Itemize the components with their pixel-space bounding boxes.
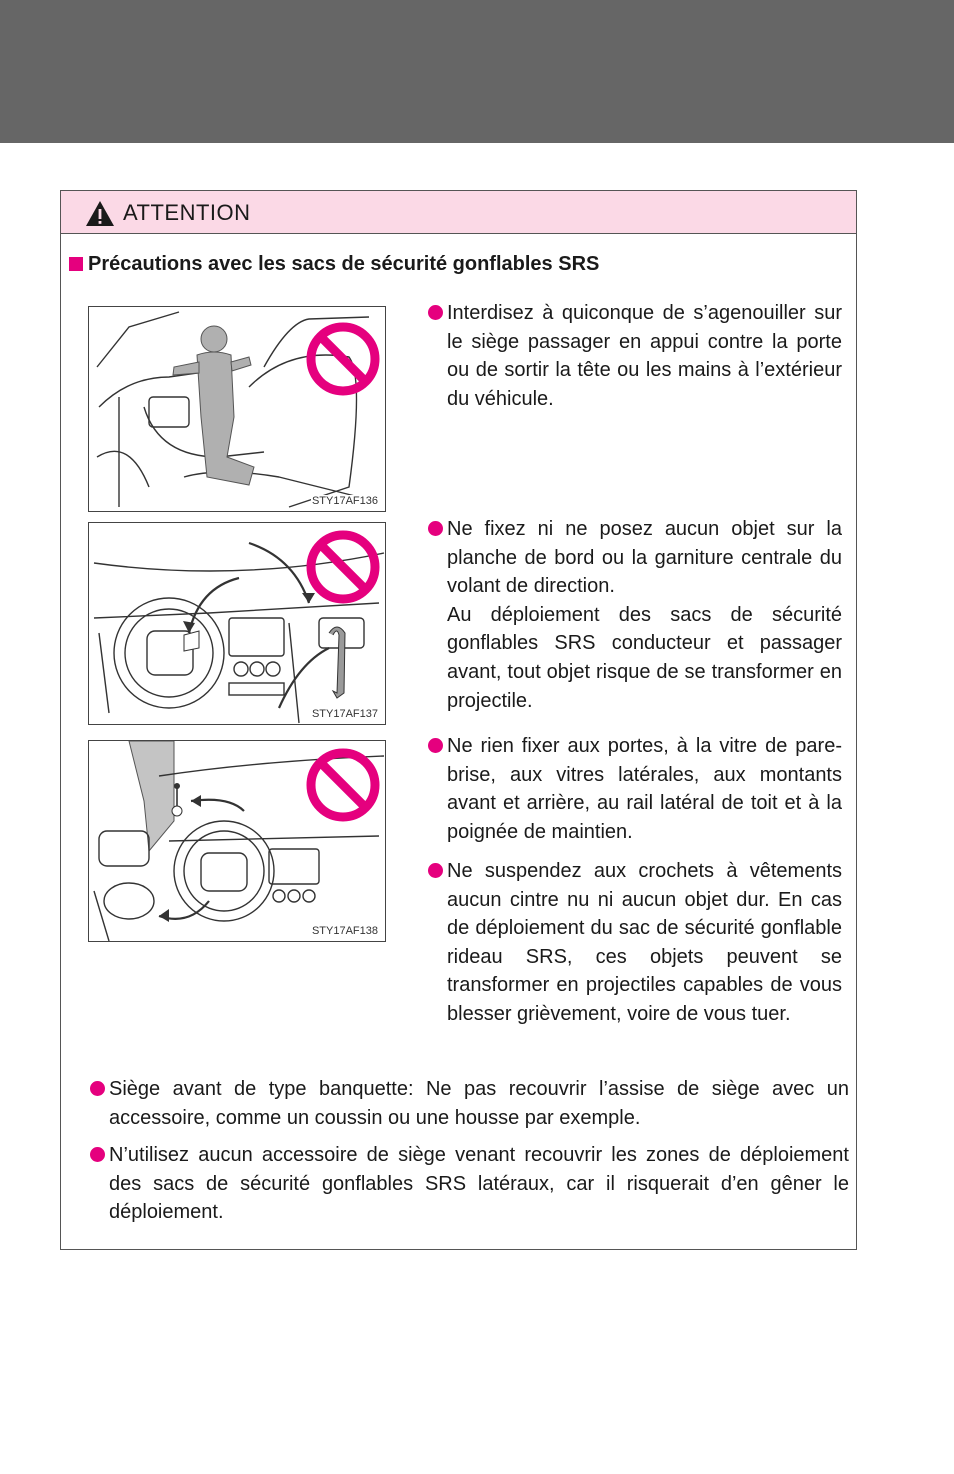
- attention-header: [61, 191, 856, 234]
- attention-title: ATTENTION: [123, 200, 251, 225]
- item-text: Interdisez à quiconque de s’agenouiller sur le siège passager en appui contre la porte ou de sortir la tête ou les mains à l’extérieur du véhicule.: [447, 302, 842, 410]
- list-item: [109, 1075, 849, 1132]
- figure-dashboard-objects: [88, 522, 386, 725]
- figure-id: STY17AF138: [311, 925, 378, 937]
- page-header-band: [0, 0, 954, 143]
- section-square-icon: [69, 257, 83, 271]
- prohibited-icon: [303, 745, 383, 825]
- figure-id: STY17AF136: [311, 495, 378, 507]
- list-item: [109, 1141, 849, 1227]
- list-item: [447, 299, 842, 413]
- item-text: Ne suspendez aux crochets à vêtements aucun cintre nu ni aucun objet dur. En cas de déploiement du sac de sécurité gonflable rideau SRS, ces objets peuvent se transformer en projectiles capables de vous blesser grièvement, voire de vous tuer.: [447, 860, 842, 1025]
- attention-box: [60, 190, 857, 1250]
- list-item: [447, 732, 842, 846]
- bullet-icon: [428, 305, 443, 320]
- figure-kneeling-passenger: [88, 306, 386, 512]
- figure-id: STY17AF137: [311, 708, 378, 720]
- list-item: [447, 515, 842, 715]
- bullet-icon: [428, 521, 443, 536]
- section-title-text: Précautions avec les sacs de sécurité gonflables SRS: [88, 253, 600, 275]
- bullet-icon: [428, 738, 443, 753]
- figure-pillar-hooks: [88, 740, 386, 942]
- bullet-icon: [90, 1081, 105, 1096]
- section-title: [69, 253, 599, 276]
- item-text: N’utilisez aucun accessoire de siège venant recouvrir les zones de déploiement des sacs de sécurité gonflables SRS latéraux, car il risquerait d’en gêner le déploiement.: [109, 1144, 849, 1224]
- bullet-icon: [90, 1147, 105, 1162]
- list-item: [447, 857, 842, 1029]
- item-text: Ne fixez ni ne posez aucun objet sur la planche de bord ou la garniture centrale du volant de direction.: [447, 518, 842, 598]
- warning-triangle-icon: [85, 200, 115, 227]
- prohibited-icon: [303, 527, 383, 607]
- bullet-icon: [428, 863, 443, 878]
- item-text: Ne rien fixer aux portes, à la vitre de pare-brise, aux vitres latérales, aux montants avant et arrière, au rail latéral de toit et à la poignée de maintien.: [447, 735, 842, 843]
- item-text: Siège avant de type banquette: Ne pas recouvrir l’assise de siège avec un accessoire, comme un coussin ou une housse par exemple.: [109, 1078, 849, 1129]
- item-text-continued: Au déploiement des sacs de sécurité gonflables SRS conducteur et passager avant, tout objet risque de se transformer en projectile.: [447, 603, 842, 712]
- prohibited-icon: [303, 319, 383, 399]
